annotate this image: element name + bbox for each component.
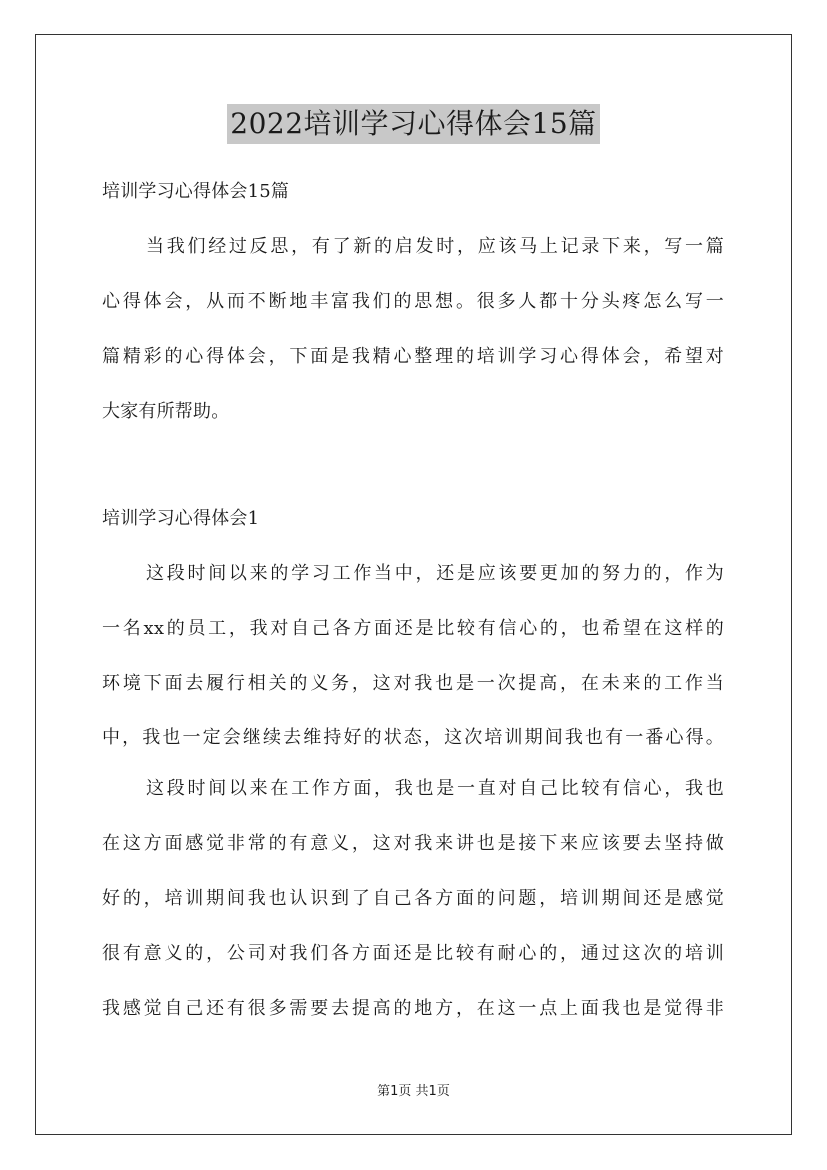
- section-heading: 培训学习心得体会1: [102, 508, 260, 529]
- document-title: [0, 103, 827, 144]
- paragraph-line: 这段时间以来在工作方面，我也是一直对自己比较有信心，我也: [146, 778, 724, 799]
- paragraph-line: 在这方面感觉非常的有意义，这对我来讲也是接下来应该要去坚持做: [102, 833, 724, 854]
- intro-line: 大家有所帮助。: [102, 401, 230, 422]
- paragraph-line: 好的，培训期间我也认识到了自己各方面的问题，培训期间还是感觉: [102, 888, 724, 909]
- page-number: 第1页 共1页: [377, 1084, 450, 1099]
- subtitle: 培训学习心得体会15篇: [102, 181, 290, 202]
- paragraph-line: 一名xx的员工，我对自己各方面还是比较有信心的，也希望在这样的: [102, 618, 724, 639]
- intro-line: 当我们经过反思，有了新的启发时，应该马上记录下来，写一篇: [146, 236, 724, 257]
- paragraph-line: 环境下面去履行相关的义务，这对我也是一次提高，在未来的工作当: [102, 673, 724, 694]
- paragraph-line: 很有意义的，公司对我们各方面还是比较有耐心的，通过这次的培训: [102, 943, 724, 964]
- paragraph-line: 这段时间以来的学习工作当中，还是应该要更加的努力的，作为: [146, 563, 724, 584]
- paragraph-line: 我感觉自己还有很多需要去提高的地方，在这一点上面我也是觉得非: [102, 998, 724, 1019]
- intro-line: 心得体会，从而不断地丰富我们的思想。很多人都十分头疼怎么写一: [102, 291, 724, 312]
- intro-line: 篇精彩的心得体会，下面是我精心整理的培训学习心得体会，希望对: [102, 346, 724, 367]
- paragraph-line: 中，我也一定会继续去维持好的状态，这次培训期间我也有一番心得。: [102, 727, 724, 748]
- document-title-text: 2022培训学习心得体会15篇: [227, 104, 599, 144]
